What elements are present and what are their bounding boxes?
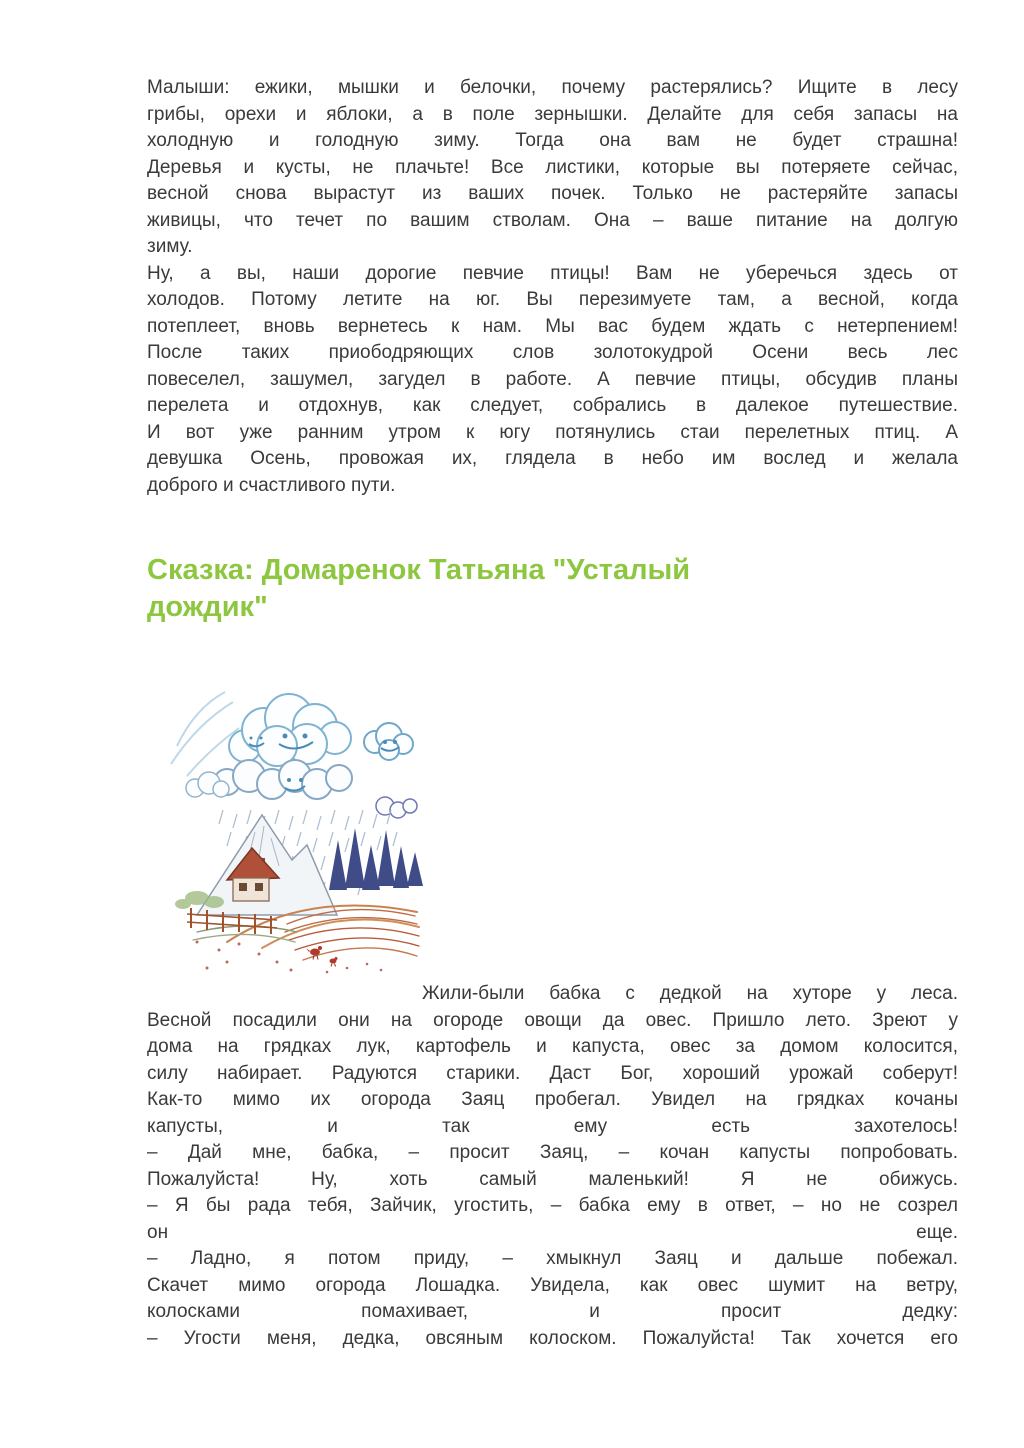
paragraph-line: потеплеет, вновь вернетесь к нам. Мы вас будем ждать с нетерпением!	[147, 315, 958, 337]
paragraph-line: грибы, орехи и яблоки, а в поле зернышки. Делайте для себя запасы на	[147, 103, 958, 125]
paragraph-line: Как-то мимо их огорода Заяц пробегал. Увидел на грядках кочаны	[147, 1089, 958, 1110]
paragraph-line: Пожалуйста! Ну, хоть самый маленький! Я не обижусь.	[147, 1168, 958, 1190]
paragraph-line: И вот уже ранним утром к югу потянулись стаи перелетных птиц. А	[147, 421, 958, 443]
paragraph-line: – Дай мне, бабка, – просит Заяц, – кочан капусты попробовать.	[147, 1142, 958, 1163]
paragraph-line: – Ладно, я потом приду, – хмыкнул Заяц и дальше побежал.	[147, 1248, 958, 1269]
paragraph-line: повеселел, зашумел, загудел в работе. А певчие птицы, обсудив планы	[147, 368, 958, 390]
paragraph-line: Ну, а вы, наши дорогие певчие птицы! Вам не уберечься здесь от	[147, 262, 958, 284]
paragraph-line: Малыши: ежики, мышки и белочки, почему растерялись? Ищите в лесу	[147, 77, 958, 98]
paragraph-line: Весной посадили они на огороде овощи да овес. Пришло лето. Зреют у	[147, 1009, 958, 1031]
paragraph-line: холодов. Потому летите на юг. Вы перезимуете там, а весной, когда	[147, 289, 958, 310]
paragraph-line: он еще.	[147, 1221, 958, 1243]
paragraph-line: весной снова вырастут из ваших почек. Только не растеряйте запасы	[147, 183, 958, 204]
intro-paragraph	[147, 75, 958, 261]
paragraph-line: перелета и отдохнув, как следует, собрались в далекое путешествие.	[147, 395, 958, 416]
story-illustration	[167, 680, 432, 975]
paragraph-line: живицы, что течет по вашим стволам. Она – ваше питание на долгую	[147, 209, 958, 231]
story-title-line: Сказка: Домаренок Татьяна "Усталый	[147, 554, 691, 586]
paragraph-line: Жили-были бабка с дедкой на хуторе у леса.	[422, 983, 958, 1004]
paragraph-line: зиму.	[147, 236, 193, 257]
birds-paragraph	[147, 261, 958, 500]
story-title-line: дождик"	[147, 591, 268, 623]
paragraph-line: дома на грядках лук, картофель и капуста, овес за домом колосится,	[147, 1036, 958, 1057]
story-paragraph	[147, 981, 958, 1352]
paragraph-line: Скачет мимо огорода Лошадка. Увидела, как овес шумит на ветру,	[147, 1274, 958, 1296]
paragraph-line: колосками помахивает, и просит дедку:	[147, 1301, 958, 1322]
rain-clouds-landscape-drawing	[167, 680, 432, 975]
paragraph-line: – Угости меня, дедка, овсяным колоском. Пожалуйста! Так хочется его	[147, 1327, 958, 1349]
paragraph-line: Деревья и кусты, не плачьте! Все листики, которые вы потеряете сейчас,	[147, 156, 958, 178]
paragraph-line: девушка Осень, провожая их, глядела в небо им вослед и желала	[147, 448, 958, 469]
article-content	[147, 0, 958, 1352]
paragraph-line: После таких приободряющих слов золотокудрой Осени весь лес	[147, 342, 958, 363]
story-title	[147, 552, 958, 626]
paragraph-line: холодную и голодную зиму. Тогда она вам не будет страшна!	[147, 130, 958, 151]
paragraph-line: доброго и счастливого пути.	[147, 474, 396, 496]
paragraph-line: силу набирает. Радуются старики. Даст Бог, хороший урожай соберут!	[147, 1062, 958, 1084]
paragraph-line: – Я бы рада тебя, Зайчик, угостить, – бабка ему в ответ, – но не созрел	[147, 1195, 958, 1216]
paragraph-line: капусты, и так ему есть захотелось!	[147, 1115, 958, 1137]
